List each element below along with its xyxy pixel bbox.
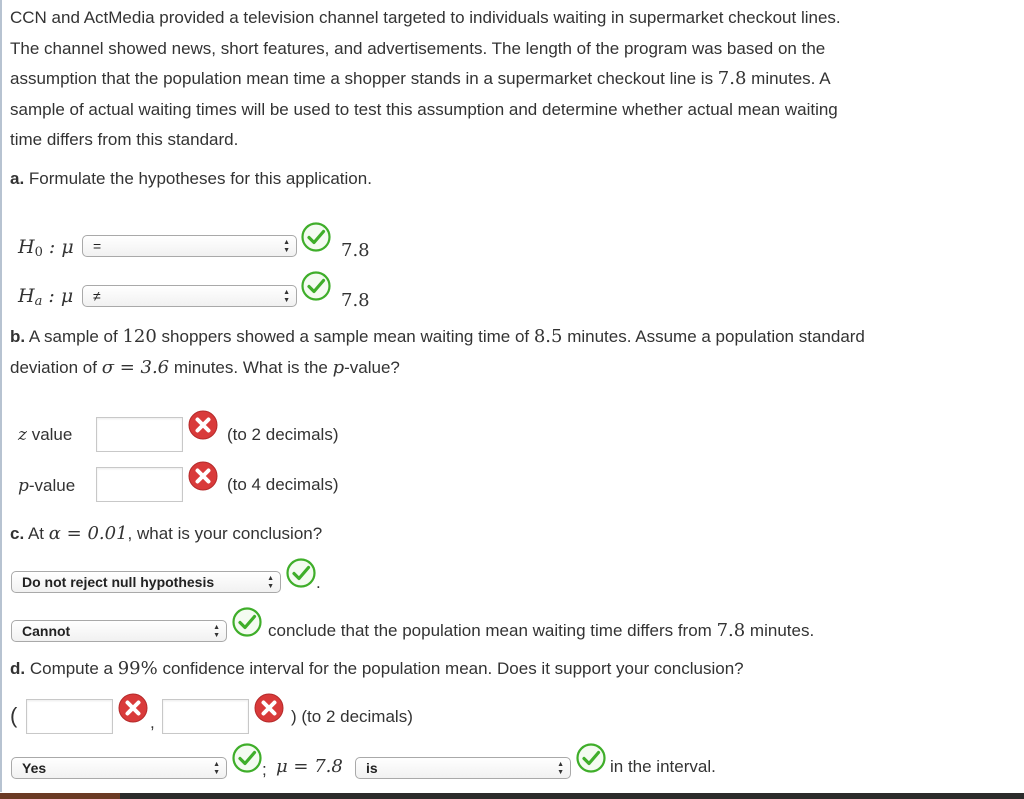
alpha-value: α = 0.01 bbox=[48, 523, 128, 544]
bottom-bar-accent bbox=[0, 793, 120, 799]
in-interval-select[interactable] bbox=[355, 757, 571, 779]
conclusion-text-2: minutes. bbox=[745, 621, 815, 640]
in-interval-value: is bbox=[366, 760, 378, 776]
part-b-question bbox=[10, 322, 1015, 383]
interval-lower-input[interactable] bbox=[26, 699, 113, 734]
part-a-text: Formulate the hypotheses for this application. bbox=[24, 169, 372, 188]
intro-line-5: time differs from this standard. bbox=[10, 130, 239, 149]
ha-operator-value: ≠ bbox=[93, 288, 101, 304]
semicolon: ; bbox=[262, 760, 267, 779]
decision-period: . bbox=[316, 573, 321, 592]
intro-line-4: sample of actual waiting times will be used to test this assumption and determine whether actual mean waiting bbox=[10, 99, 838, 119]
p-value-input[interactable] bbox=[96, 467, 183, 502]
check-circle-icon bbox=[232, 743, 262, 773]
part-a-label: a. bbox=[10, 169, 25, 188]
z-label-text: value bbox=[26, 425, 73, 444]
problem-statement bbox=[10, 3, 1015, 156]
support-select[interactable] bbox=[11, 757, 227, 779]
h0-operator-select[interactable] bbox=[82, 235, 297, 257]
ha-value: 7.8 bbox=[341, 290, 370, 311]
z-value-label bbox=[18, 425, 72, 445]
z-symbol: z bbox=[18, 425, 27, 445]
ha-symbol: H bbox=[18, 285, 35, 307]
conclusion-text-1: conclude that the population mean waiting time differs from bbox=[268, 621, 717, 640]
check-circle-icon bbox=[301, 271, 331, 301]
x-circle-icon bbox=[118, 693, 148, 723]
check-circle-icon bbox=[301, 222, 331, 252]
interval-open-paren: ( bbox=[10, 703, 18, 728]
confidence-level: 99% bbox=[117, 658, 158, 679]
part-c-text-2: , what is your conclusion? bbox=[127, 524, 323, 543]
select-arrows-icon: ▲ ▼ bbox=[213, 761, 220, 776]
select-arrows-icon: ▲ ▼ bbox=[213, 624, 220, 639]
select-arrows-icon: ▲ ▼ bbox=[557, 761, 564, 776]
sample-size: 120 bbox=[122, 326, 157, 347]
intro-line-3-text: assumption that the population mean time a shopper stands in a supermarket checkout line is bbox=[10, 69, 718, 88]
p-symbol: p bbox=[332, 356, 345, 378]
part-d-label: d. bbox=[10, 659, 26, 678]
content-left-border bbox=[0, 0, 2, 792]
select-arrows-icon: ▲ ▼ bbox=[283, 239, 290, 254]
part-b-text-3: minutes. Assume a population standard bbox=[562, 327, 865, 346]
support-value: Yes bbox=[22, 760, 47, 776]
interval-comma: , bbox=[150, 713, 155, 732]
p-value-hint: (to 4 decimals) bbox=[227, 475, 339, 494]
part-b-text-2: shoppers showed a sample mean waiting time of bbox=[156, 327, 534, 346]
p-label-text: -value bbox=[28, 476, 76, 495]
bottom-bar bbox=[0, 793, 1024, 799]
conclusion-number: 7.8 bbox=[716, 620, 746, 641]
intro-line-1: CCN and ActMedia provided a television channel targeted to individuals waiting in supermarket checkout lines. bbox=[10, 8, 841, 27]
decision-select[interactable] bbox=[11, 571, 281, 593]
part-c-text-1: At bbox=[24, 524, 49, 543]
can-cannot-select[interactable] bbox=[11, 620, 227, 642]
h0-operator-value: = bbox=[93, 238, 102, 254]
interval-close-hint: ) (to 2 decimals) bbox=[291, 707, 413, 726]
part-b-text-6: -value? bbox=[344, 357, 400, 377]
part-b-text-1: A sample of bbox=[25, 327, 123, 346]
x-circle-icon bbox=[188, 461, 218, 491]
intro-line-3-end: minutes. A bbox=[746, 69, 831, 88]
sample-mean: 8.5 bbox=[533, 326, 563, 347]
part-d-text-1: Compute a bbox=[25, 659, 118, 678]
z-value-input[interactable] bbox=[96, 417, 183, 452]
x-circle-icon bbox=[254, 693, 284, 723]
decision-value: Do not reject null hypothesis bbox=[22, 574, 215, 590]
check-circle-icon bbox=[576, 743, 606, 773]
interval-upper-input[interactable] bbox=[162, 699, 249, 734]
intro-line-3 bbox=[10, 64, 1015, 95]
ha-subscript: a bbox=[34, 294, 43, 309]
can-cannot-value: Cannot bbox=[22, 623, 71, 639]
h0-symbol: H bbox=[18, 236, 35, 258]
intro-line-2: The channel showed news, short features, and advertisements. The length of the program was based on the bbox=[10, 38, 826, 58]
x-circle-icon bbox=[188, 410, 218, 440]
ha-operator-select[interactable] bbox=[82, 285, 297, 307]
conclusion-text bbox=[268, 620, 814, 641]
mu-equals: μ = 7.8 bbox=[276, 756, 343, 777]
part-d-question bbox=[10, 658, 744, 679]
part-b-text-4: deviation of bbox=[10, 357, 102, 377]
select-arrows-icon: ▲ ▼ bbox=[267, 575, 274, 590]
check-circle-icon bbox=[286, 558, 316, 588]
h0-label bbox=[18, 236, 74, 260]
ha-label bbox=[18, 285, 73, 309]
select-arrows-icon: ▲ ▼ bbox=[283, 289, 290, 304]
part-a-question bbox=[10, 169, 372, 189]
part-c-question bbox=[10, 523, 322, 544]
standard-minutes: 7.8 bbox=[717, 68, 747, 89]
part-b-line-1 bbox=[10, 322, 1015, 353]
part-d-text-2: confidence interval for the population mean. Does it support your conclusion? bbox=[157, 659, 744, 678]
part-b-text-5: minutes. What is the bbox=[169, 357, 333, 377]
h0-value: 7.8 bbox=[341, 240, 370, 261]
ha-mu: : μ bbox=[42, 285, 74, 307]
h0-subscript: 0 bbox=[34, 245, 43, 260]
population-sigma: σ = 3.6 bbox=[101, 356, 170, 378]
z-value-hint: (to 2 decimals) bbox=[227, 425, 339, 444]
part-b-label: b. bbox=[10, 327, 26, 346]
h0-mu: : μ bbox=[42, 236, 74, 258]
p-value-label bbox=[18, 476, 75, 496]
in-interval-text: in the interval. bbox=[610, 757, 716, 776]
part-b-line-2 bbox=[10, 353, 1015, 384]
part-c-label: c. bbox=[10, 524, 25, 543]
check-circle-icon bbox=[232, 607, 262, 637]
p-symbol-2: p bbox=[18, 476, 29, 496]
